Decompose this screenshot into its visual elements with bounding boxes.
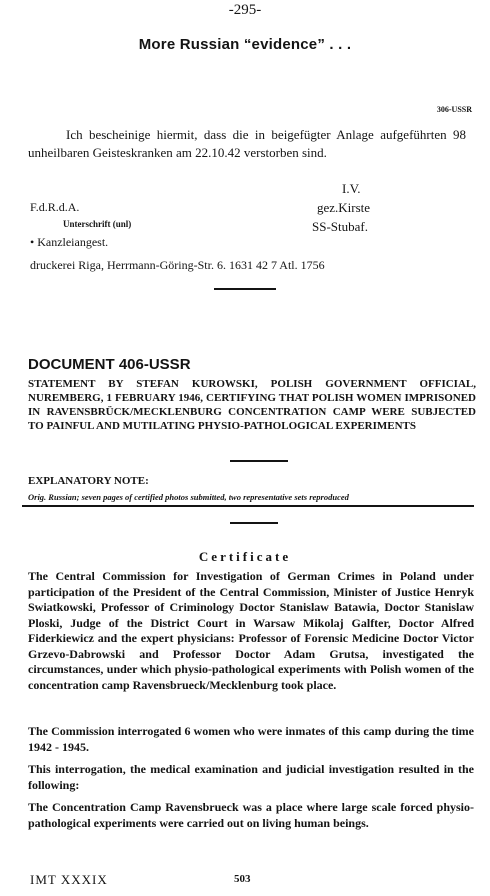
certificate-title: Certificate <box>198 549 292 564</box>
document-heading: STATEMENT BY STEFAN KUROWSKI, POLISH GOVERNMENT OFFICIAL, NUREMBERG, 1 FEBRUARY 1946, CERTIFYING THAT POLISH WOMEN IMPRISONED IN RAVENSBRÜCK/MECKLENBURG CONCENTRATION CAMP WERE SUBJECTED TO PAINFUL AND MUTILATING PHYSIO-PATHOLOGICAL EXPERIMENTS <box>28 378 476 432</box>
certificate-paragraph: This interrogation, the medical examination and judicial investigation resulted in the following: <box>28 762 474 792</box>
signature-left-note: Unterschrift (unl) <box>63 219 132 229</box>
footer-page-number: 503 <box>234 873 251 885</box>
certificate-paragraph: The Central Commission for Investigation of German Crimes in Poland under participation of the President of the Central Commission, Minister of Justice Henryk Swiatkowski, Professor of Criminology Doctor Stanislaw Batawia, Doctor Stanislaw Ploski, Judge of the District Court in Warsaw Mikolaj Galfter, Doctor Alfred Fiderkiewicz and the expert physicians: Professor of Forensic Medicine Doctor Victor Grzevo-Dabrowski and Professor Doctor Adam Grutsa, investigated the circumstances, under which physio-pathological experiments with Polish women of the concentration camp Ravensbrueck/Mecklenburg took place. <box>28 569 474 692</box>
running-title: More Russian “evidence” . . . <box>138 36 352 53</box>
explanatory-note-label: EXPLANATORY NOTE: <box>28 475 149 487</box>
page-number: -295- <box>228 2 262 18</box>
printer-line: druckerei Riga, Herrmann-Göring-Str. 6. 1631 42 7 Atl. 1756 <box>30 258 325 272</box>
note-divider <box>230 522 278 524</box>
signature-right-line-3: SS-Stubaf. <box>312 219 368 234</box>
document-reference: 306-USSR <box>436 105 472 114</box>
signature-right-line-1: I.V. <box>342 181 361 196</box>
signature-left: F.d.R.d.A. <box>30 200 80 214</box>
document-title: DOCUMENT 406-USSR <box>28 356 191 373</box>
german-statement: Ich bescheinige hiermit, dass die in beigefügter Anlage aufgeführten 98 unheilbaren Geisteskranken am 22.10.42 verstorben sind. <box>28 127 466 160</box>
signature-right-line-2: gez.Kirste <box>317 200 371 215</box>
explanatory-note-text: Orig. Russian; seven pages of certified photos submitted, two representative sets reproduced <box>28 492 349 502</box>
section-divider <box>214 288 276 290</box>
explanatory-note-rule <box>22 505 474 507</box>
clerk-note: • Kanzleiangest. <box>30 235 109 249</box>
certificate-paragraph: The Commission interrogated 6 women who were inmates of this camp during the time 1942 - 1945. <box>28 724 474 754</box>
heading-divider <box>230 460 288 462</box>
certificate-paragraph: The Concentration Camp Ravensbrueck was a place where large scale forced physio-pathological experiments were carried out on living human beings. <box>28 800 474 830</box>
footer-volume: IMT XXXIX <box>30 872 108 887</box>
